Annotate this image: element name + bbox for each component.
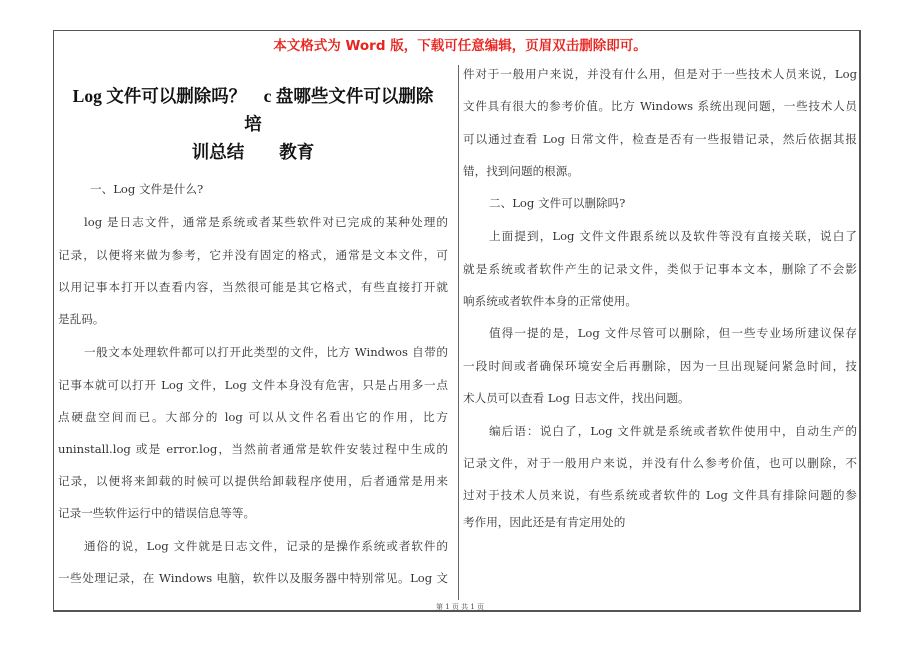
text-line: 记录，以便将来做为参考，它并没有固定的格式，通常是文本文件，可 bbox=[58, 248, 448, 262]
title-line: Log 文件可以删除吗？ c 盘哪些文件可以删除 培 bbox=[72, 86, 451, 134]
text-line: 记录文件，对于一般用户来说，并没有什么参考价值，也可以删除，不 bbox=[463, 456, 857, 470]
text-line: 一般文本处理软件都可以打开此类型的文件，比方 Windwos 自带的 bbox=[84, 345, 448, 359]
text-line: 上面提到，Log 文件文件跟系统以及软件等没有直接关联，说白了 bbox=[489, 229, 857, 243]
text-line: 值得一提的是，Log 文件尽管可以删除，但一些专业场所建议保存 bbox=[489, 326, 857, 340]
text-line: 一、Log 文件是什么? bbox=[90, 182, 204, 196]
text-line: 记事本就可以打开 Log 文件，Log 文件本身没有危害，只是占用多一点 bbox=[58, 378, 448, 392]
text-line: 是乱码。 bbox=[58, 312, 105, 326]
format-notice-banner: 本文格式为 Word 版，下载可任意编辑，页眉双击删除即可。 bbox=[273, 38, 647, 54]
text-line: 记录，以便将来卸载的时候可以提供给卸载程序使用，后者通常是用来 bbox=[58, 474, 448, 488]
text-line: 一段时间或者确保环境安全后再删除，因为一旦出现疑问紧急时间，技 bbox=[463, 359, 857, 373]
text-line: 考作用，因此还是有肯定用处的 bbox=[463, 515, 626, 529]
text-line: 以用记事本打开以查看内容，当然很可能是其它格式，有些直接打开就 bbox=[58, 280, 448, 294]
text-line: 可以通过查看 Log 日常文件，检查是否有一些报错记录，然后依据其报 bbox=[463, 132, 857, 146]
text-line: 编后语：说白了，Log 文件就是系统或者软件使用中，自动生产的 bbox=[489, 424, 857, 438]
text-line: 就是系统或者软件产生的记录文件，类似于记事本文本，删除了不会影 bbox=[463, 262, 857, 276]
text-line: 文件具有很大的参考价值。比方 Windows 系统出现问题，一些技术人员 bbox=[463, 99, 857, 113]
document-title bbox=[58, 82, 451, 166]
text-line: 一些处理记录，在 Windows 电脑，软件以及服务器中特别常见。Log 文 bbox=[58, 571, 448, 585]
text-line: 通俗的说，Log 文件就是日志文件，记录的是操作系统或者软件的 bbox=[84, 539, 448, 553]
text-line: 响系统或者软件本身的正常使用。 bbox=[463, 294, 637, 308]
text-line: 术人员可以查看 Log 日志文件，找出问题。 bbox=[463, 391, 690, 405]
column-divider bbox=[458, 65, 459, 600]
text-line: 二、Log 文件可以删除吗? bbox=[489, 196, 626, 210]
text-line: uninstall.log 或是 error.log，当然前者通常是软件安装过程中生成的 bbox=[58, 442, 448, 456]
text-line: 记录一些软件运行中的错误信息等等。 bbox=[58, 506, 256, 520]
text-line: 过对于技术人员来说，有些系统或者软件的 Log 文件具有排除问题的参 bbox=[463, 488, 857, 502]
title-line: 训总结 教育 bbox=[191, 142, 315, 162]
text-line: log 是日志文件，通常是系统或者某些软件对已完成的某种处理的 bbox=[84, 215, 448, 229]
text-line: 点硬盘空间而已。大部分的 log 可以从文件名看出它的作用，比方 bbox=[58, 410, 448, 424]
text-line: 件对于一般用户来说，并没有什么用，但是对于一些技术人员来说，Log bbox=[463, 67, 857, 81]
text-line: 错，找到问题的根源。 bbox=[463, 164, 579, 178]
page-footer: 第 1 页 共 1 页 bbox=[435, 603, 485, 611]
